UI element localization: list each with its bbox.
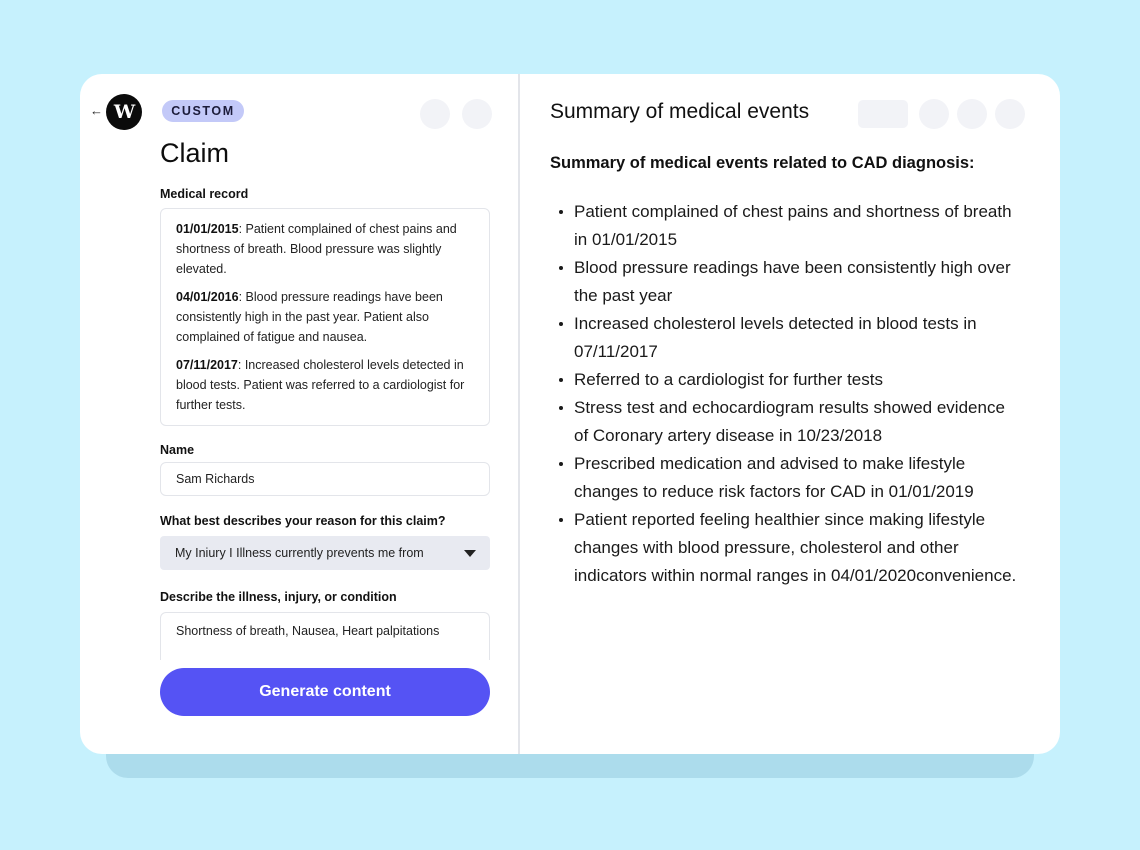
- reason-label: What best describes your reason for this claim?: [160, 514, 446, 528]
- medical-record-label: Medical record: [160, 187, 249, 201]
- reason-select-value: My Iniury I Illness currently prevents me from: [175, 546, 424, 560]
- record-text: : Increased cholesterol levels detected in blood tests. Patient was referred to a cardiologist for further tests.: [176, 358, 465, 412]
- summary-icon-button-3[interactable]: [995, 99, 1025, 129]
- summary-item: Stress test and echocardiogram results showed evidence of Coronary artery disease in 10/23/2018: [550, 394, 1020, 450]
- record-date: 04/01/2016: [176, 290, 239, 304]
- summary-subtitle: Summary of medical events related to CAD diagnosis:: [550, 154, 975, 172]
- condition-textarea[interactable]: Shortness of breath, Nausea, Heart palpitations: [160, 612, 490, 660]
- medical-record-field[interactable]: [160, 208, 490, 426]
- summary-action-button[interactable]: [858, 100, 908, 128]
- summary-list: [550, 198, 1020, 590]
- panel-divider: [518, 74, 520, 754]
- summary-item: Patient reported feeling healthier since making lifestyle changes with blood pressure, cholesterol and other indicators within normal ranges in 04/01/2020convenience.: [550, 506, 1020, 590]
- page-title: Claim: [160, 138, 230, 168]
- summary-item: Referred to a cardiologist for further tests: [550, 366, 1020, 394]
- summary-item: Blood pressure readings have been consistently high over the past year: [550, 254, 1020, 310]
- record-date: 01/01/2015: [176, 222, 239, 236]
- arrow-left-icon[interactable]: ←: [90, 103, 103, 118]
- chevron-down-icon: [464, 550, 476, 557]
- claim-card: [80, 74, 1060, 754]
- generate-content-button[interactable]: Generate content: [160, 668, 490, 716]
- record-entry: [176, 219, 474, 279]
- record-date: 07/11/2017: [176, 358, 238, 372]
- summary-icon-button-1[interactable]: [919, 99, 949, 129]
- summary-icon-button-2[interactable]: [957, 99, 987, 129]
- summary-item: Prescribed medication and advised to make lifestyle changes to reduce risk factors for CAD in 01/01/2019: [550, 450, 1020, 506]
- summary-item: Increased cholesterol levels detected in blood tests in 07/11/2017: [550, 310, 1020, 366]
- logo: W: [106, 94, 142, 130]
- record-text: : Blood pressure readings have been consistently high in the past year. Patient also complained of fatigue and nausea.: [176, 290, 443, 344]
- summary-title: Summary of medical events: [550, 100, 810, 123]
- custom-badge: CUSTOM: [162, 100, 244, 122]
- summary-item: Patient complained of chest pains and shortness of breath in 01/01/2015: [550, 198, 1020, 254]
- header-action-button-1[interactable]: [420, 99, 450, 129]
- name-input[interactable]: Sam Richards: [160, 462, 490, 496]
- condition-label: Describe the illness, injury, or condition: [160, 590, 397, 604]
- name-label: Name: [160, 443, 195, 457]
- record-text: : Patient complained of chest pains and shortness of breath. Blood pressure was slightly elevated.: [176, 222, 457, 276]
- record-entry: [176, 287, 474, 347]
- header-action-button-2[interactable]: [462, 99, 492, 129]
- record-entry: [176, 355, 474, 415]
- reason-select[interactable]: [160, 536, 490, 570]
